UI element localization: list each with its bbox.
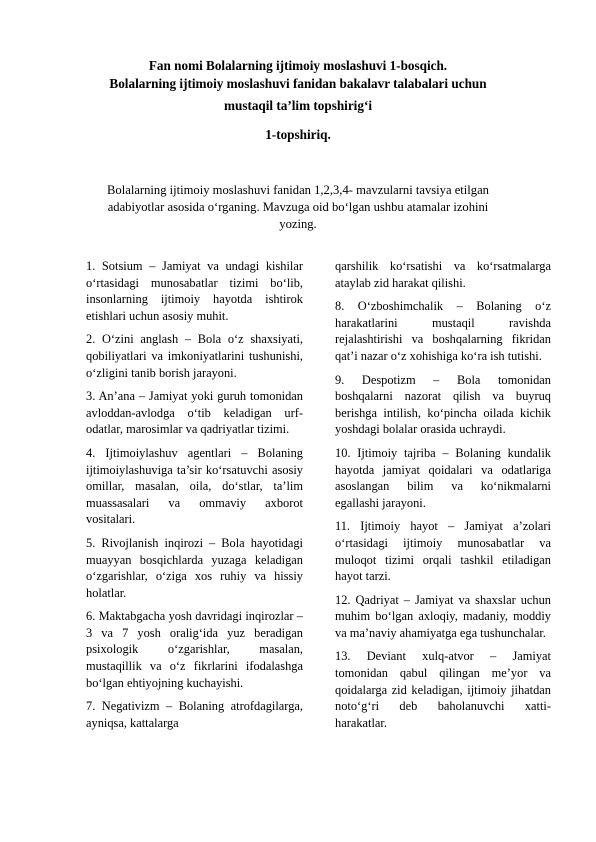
term-definition: 6. Maktabgacha yosh davridagi inqirozlar – 3 va 7 yosh oralig‘ida yuz beradigan psixologik o‘zgarishlar, masalan, mustaqillik va o‘z fikrlarini ifodalashga bo‘lgan ehtiyojning kuchayishi. [86,609,303,690]
term-definition: 5. Rivojlanish inqirozi – Bola hayotidagi muayyan bosqichlarda yuzaga keladigan o‘zgarishlar, o‘ziga xos ruhiy va hissiy holatlar. [86,535,303,600]
term-definition: 1. Sotsium – Jamiyat va undagi kishilar o‘rtasidagi munosabatlar tizimi bo‘lib, insonlarning ijtimoiy hayotda ishtirok etishlari uchun asosiy muhit. [86,259,303,323]
task-number: 1-topshiriq. [265,127,331,142]
document-title: Fan nomi Bolalarning ijtimoiy moslashuvi 1-bosqich. [148,58,448,73]
term-definition: 4. Ijtimoiylashuv agentlari – Bolaning ijtimoiylashuviga ta’sir ko‘rsatuvchi asosiy omillar, masalan, oila, do‘stlar, ta’lim muassasalari va ommaviy axborot vositalari. [86,445,303,527]
term-definition: 3. An’ana – Jamiyat yoki guruh tomonidan avloddan-avlodga o‘tib keladigan urf-odatlar, marosimlar va qadriyatlar tizimi. [86,389,303,437]
assignment-heading: mustaqil ta’lim topshirig‘i [224,98,372,113]
terms-right-column [335,258,551,738]
term-definition: 7. Negativizm – Bolaning atrofdagilarga, ayniqsa, kattalarga [86,699,303,730]
term-definition: 2. O‘zini anglash – Bola o‘z shaxsiyati, qobiliyatlari va imkoniyatlarini tushunishi, o‘zligini tanib borish jarayoni. [86,332,303,380]
term-definition: 9. Despotizm – Bola tomonidan boshqalarni nazorat qilish va buyruq berishga intilish, ko‘pincha oilada kichik yoshdagi bolalar orasida uchraydi. [335,372,551,437]
term-definition: qarshilik ko‘rsatishi va ko‘rsatmalarga ataylab zid harakat qilishi. [335,259,551,290]
term-definition: 8. O‘zboshimchalik – Bolaning o‘z harakatlarini mustaqil ravishda rejalashtirishi va boshqalarning fikridan qat’i nazar o‘z xohishiga ko‘ra ish tutishi. [335,299,551,363]
term-definition: 11. Ijtimoiy hayot – Jamiyat a’zolari o‘rtasidagi ijtimoiy munosabatlar va muloqot tizimi orqali tashkil etiladigan hayot tarzi. [335,519,551,584]
term-definition: 10. Ijtimoiy tajriba – Bolaning kundalik hayotda jamiyat qoidalari va odatlariga asoslangan bilim va ko‘nikmalarni egallashi jarayoni. [335,445,551,510]
document-subtitle: Bolalarning ijtimoiy moslashuvi fanidan bakalavr talabalari uchun [109,76,487,91]
term-definition: 13. Deviant xulq-atvor – Jamiyat tomonidan qabul qilingan me’yor va qoidalarga zid keladigan, ijtimoiy jihatdan noto‘g‘ri deb baholanuvchi xatti-harakatlar. [335,649,551,730]
term-definition: 12. Qadriyat – Jamiyat va shaxslar uchun muhim bo‘lgan axloqiy, madaniy, moddiy va ma’naviy ahamiyatga ega tushunchalar. [335,592,551,640]
task-instructions: Bolalarning ijtimoiy moslashuvi fanidan 1,2,3,4- mavzularni tavsiya etilgan adabiyotlar asosida o‘rganing. Mavzuga oid bo‘lgan ushbu atamalar izohini yozing. [107,183,489,231]
terms-left-column [86,258,303,738]
